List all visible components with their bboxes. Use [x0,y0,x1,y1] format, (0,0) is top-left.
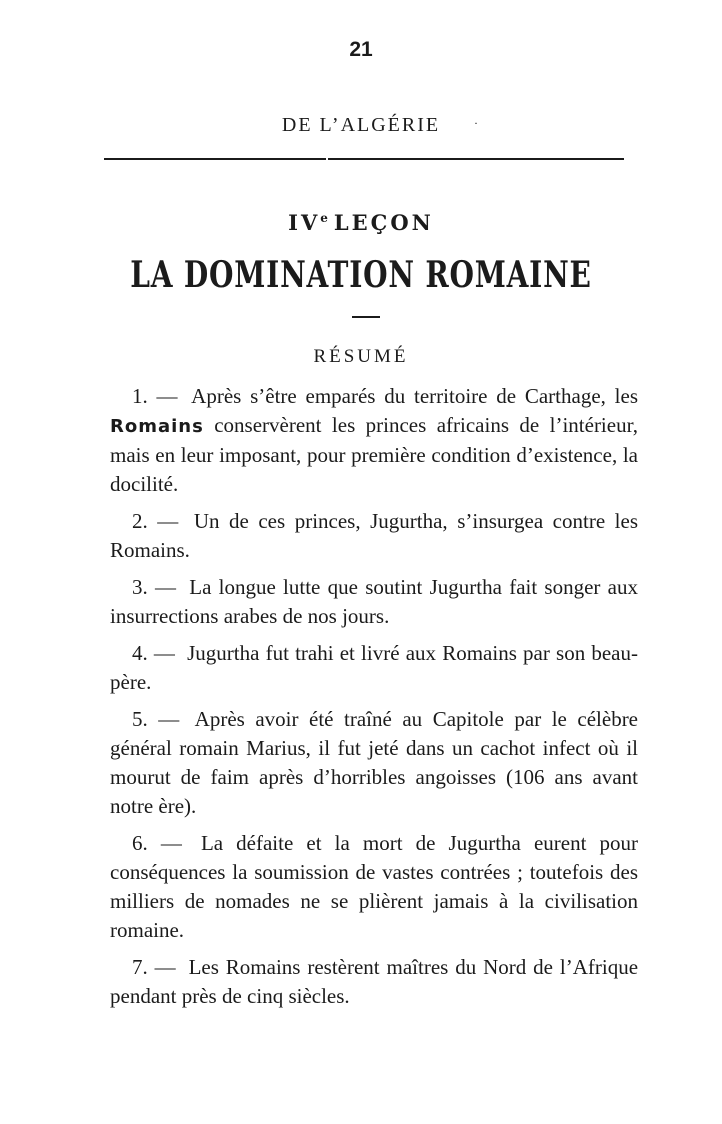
summary-item-2 [110,507,638,565]
summary-item-5 [110,705,638,821]
running-head-mark: · [474,116,480,130]
page-number: 21 [349,38,373,61]
header-rule-left [104,158,326,160]
summary-item-number: 7. — [132,955,176,979]
summary-item-3 [110,573,638,631]
summary-item-text: Les Romains restèrent maîtres du Nord de l’Afrique pendant près de cinq siècles. [110,955,639,1008]
running-head-text: DE L’ALGÉRIE [281,114,441,136]
summary-item-text: Jugurtha fut trahi et livré aux Romains par son beau-père. [110,641,638,694]
running-head [0,114,722,137]
summary-item-number: 1. — [132,384,178,408]
summary-item-6 [110,829,638,945]
lesson-number [0,210,722,235]
summary-item-number: 5. — [132,707,180,731]
summary-item-number: 2. — [132,509,179,533]
summary-item-text: Un de ces princes, Jugurtha, s’insurgea contre les Romains. [110,509,638,562]
summary-item-1 [110,382,638,499]
lesson-title: LA DOMINATION ROMAINE [130,254,592,296]
title-dash [352,316,380,318]
summary-item-emphasis: Romains [110,416,204,437]
summary-item-number: 3. — [132,575,176,599]
summary-item-text: La défaite et la mort de Jugurtha eurent pour conséquences la soumission de vastes contrées ; toutefois des milliers de nomades ne se plièrent jamais à la civilisation romaine. [110,831,638,942]
summary-item-number: 6. — [132,831,182,855]
summary-item-text: La longue lutte que soutint Jugurtha fait songer aux insurrections arabes de nos jours. [110,575,638,628]
summary-item-7 [110,953,638,1011]
summary-item-number: 4. — [132,641,175,665]
summary-list [110,382,638,1019]
summary-item-text: Après avoir été traîné au Capitole par le célèbre général romain Marius, il fut jeté dans un cachot infect où il mourut de faim après d’horribles angoisses (106 ans avant notre ère). [110,707,639,818]
summary-item-text: conservèrent les princes africains de l’intérieur, mais en leur imposant, pour première condition d’existence, la docilité. [110,413,638,496]
summary-item-text: Après s’être emparés du territoire de Carthage, les [191,384,639,408]
summary-item-4 [110,639,638,697]
lesson-label: LEÇON [333,210,434,235]
lesson-superscript: e [320,211,328,225]
header-rule-right [328,158,624,160]
summary-heading: RÉSUMÉ [313,346,409,367]
lesson-roman-numeral: IV [288,210,321,235]
